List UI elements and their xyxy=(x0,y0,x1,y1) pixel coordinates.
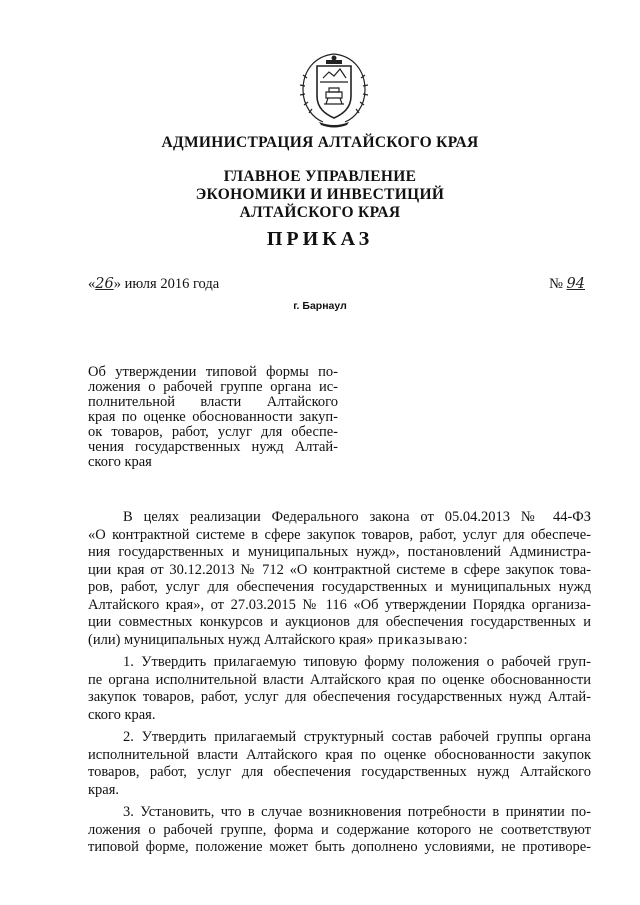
subject-line: ского края xyxy=(88,454,152,470)
body-line: Алтайского края», от 27.03.2015 № 116 «Об утверждении Порядка организа- xyxy=(88,596,591,613)
coat-of-arms-emblem xyxy=(293,48,375,130)
city-name: г. Барнаул xyxy=(293,300,347,312)
date-quote-close: » xyxy=(113,276,121,292)
administration-name: АДМИНИСТРАЦИЯ АЛТАЙСКОГО КРАЯ xyxy=(161,134,479,151)
date-quote-open: « xyxy=(88,276,96,292)
document-date xyxy=(88,276,219,293)
body-line: исполнительной власти Алтайского края по оценке обоснованности закупок xyxy=(88,746,591,763)
item-3-paragraph xyxy=(88,804,591,857)
subject-line: чения государственных нужд Алтай- xyxy=(88,439,338,455)
number-handwritten: 94 xyxy=(566,276,585,292)
preamble-paragraph xyxy=(88,509,591,649)
subject-line: полнительной власти Алтайского xyxy=(88,394,338,410)
body-line: ции совместных конкурсов и аукционов для обеспечения государственных и xyxy=(88,614,591,630)
item-1-paragraph xyxy=(88,654,591,724)
body-line: В целях реализации Федерального закона от 05.04.2013 № 44-ФЗ xyxy=(123,509,591,525)
order-word: приказываю: xyxy=(373,631,469,648)
department-name xyxy=(0,168,640,222)
body-line: пе органа исполнительной власти Алтайского края по оценке обоснованности xyxy=(88,671,591,688)
subject-line: ок товаров, работ, услуг для обеспе- xyxy=(88,424,338,440)
date-month-year: июля 2016 года xyxy=(120,276,220,292)
body-line: товаров, работ, услуг для обеспечения государственных нужд Алтайского xyxy=(88,764,591,780)
department-line: ЭКОНОМИКИ И ИНВЕСТИЦИЙ xyxy=(195,186,445,203)
number-prefix: № xyxy=(549,276,567,292)
subject-line: края по оценке обоснованности закуп- xyxy=(88,409,338,425)
body-line xyxy=(88,632,591,650)
body-line: 1. Утвердить прилагаемую типовую форму положения о рабочей груп- xyxy=(123,654,591,670)
body-line: ров, работ, услуг для обеспечения государственных и муниципальных нужд xyxy=(88,579,591,595)
body-line: ского края. xyxy=(88,706,156,723)
body-line: 3. Установить, что в случае возникновения потребности в принятии по- xyxy=(123,804,591,820)
body-line-text: (или) муниципальных нужд Алтайского края» xyxy=(88,631,374,648)
subject-line: Об утверждении типовой формы по- xyxy=(88,364,338,380)
document-body xyxy=(88,509,591,862)
body-line: типовой форме, положение может быть дополнено условиями, не противоре- xyxy=(88,839,591,855)
document-subject xyxy=(88,365,338,470)
subject-line: ложения о рабочей группе органа ис- xyxy=(88,379,338,395)
body-line: ния государственных и муниципальных нужд», постановлений Администра- xyxy=(88,544,591,560)
body-line: ложения о рабочей группе, форма и содержание которого не соответствуют xyxy=(88,821,591,838)
body-line: «О контрактной системе в сфере закупок товаров, работ, услуг для обеспече- xyxy=(88,526,591,543)
department-line: АЛТАЙСКОГО КРАЯ xyxy=(239,204,401,221)
date-day-handwritten: 26 xyxy=(95,276,114,292)
body-line: закупок товаров, работ, услуг для обеспечения государственных нужд Алтай- xyxy=(88,689,591,705)
body-line: 2. Утвердить прилагаемый структурный состав рабочей группы органа xyxy=(123,729,591,745)
body-line: ции края от 30.12.2013 № 712 «О контрактной системе в сфере закупок това- xyxy=(88,561,591,578)
body-line: края. xyxy=(88,781,120,798)
item-2-paragraph xyxy=(88,729,591,799)
department-line: ГЛАВНОЕ УПРАВЛЕНИЕ xyxy=(223,168,417,185)
document-number xyxy=(549,276,585,293)
document-type-title: ПРИКАЗ xyxy=(266,228,374,250)
